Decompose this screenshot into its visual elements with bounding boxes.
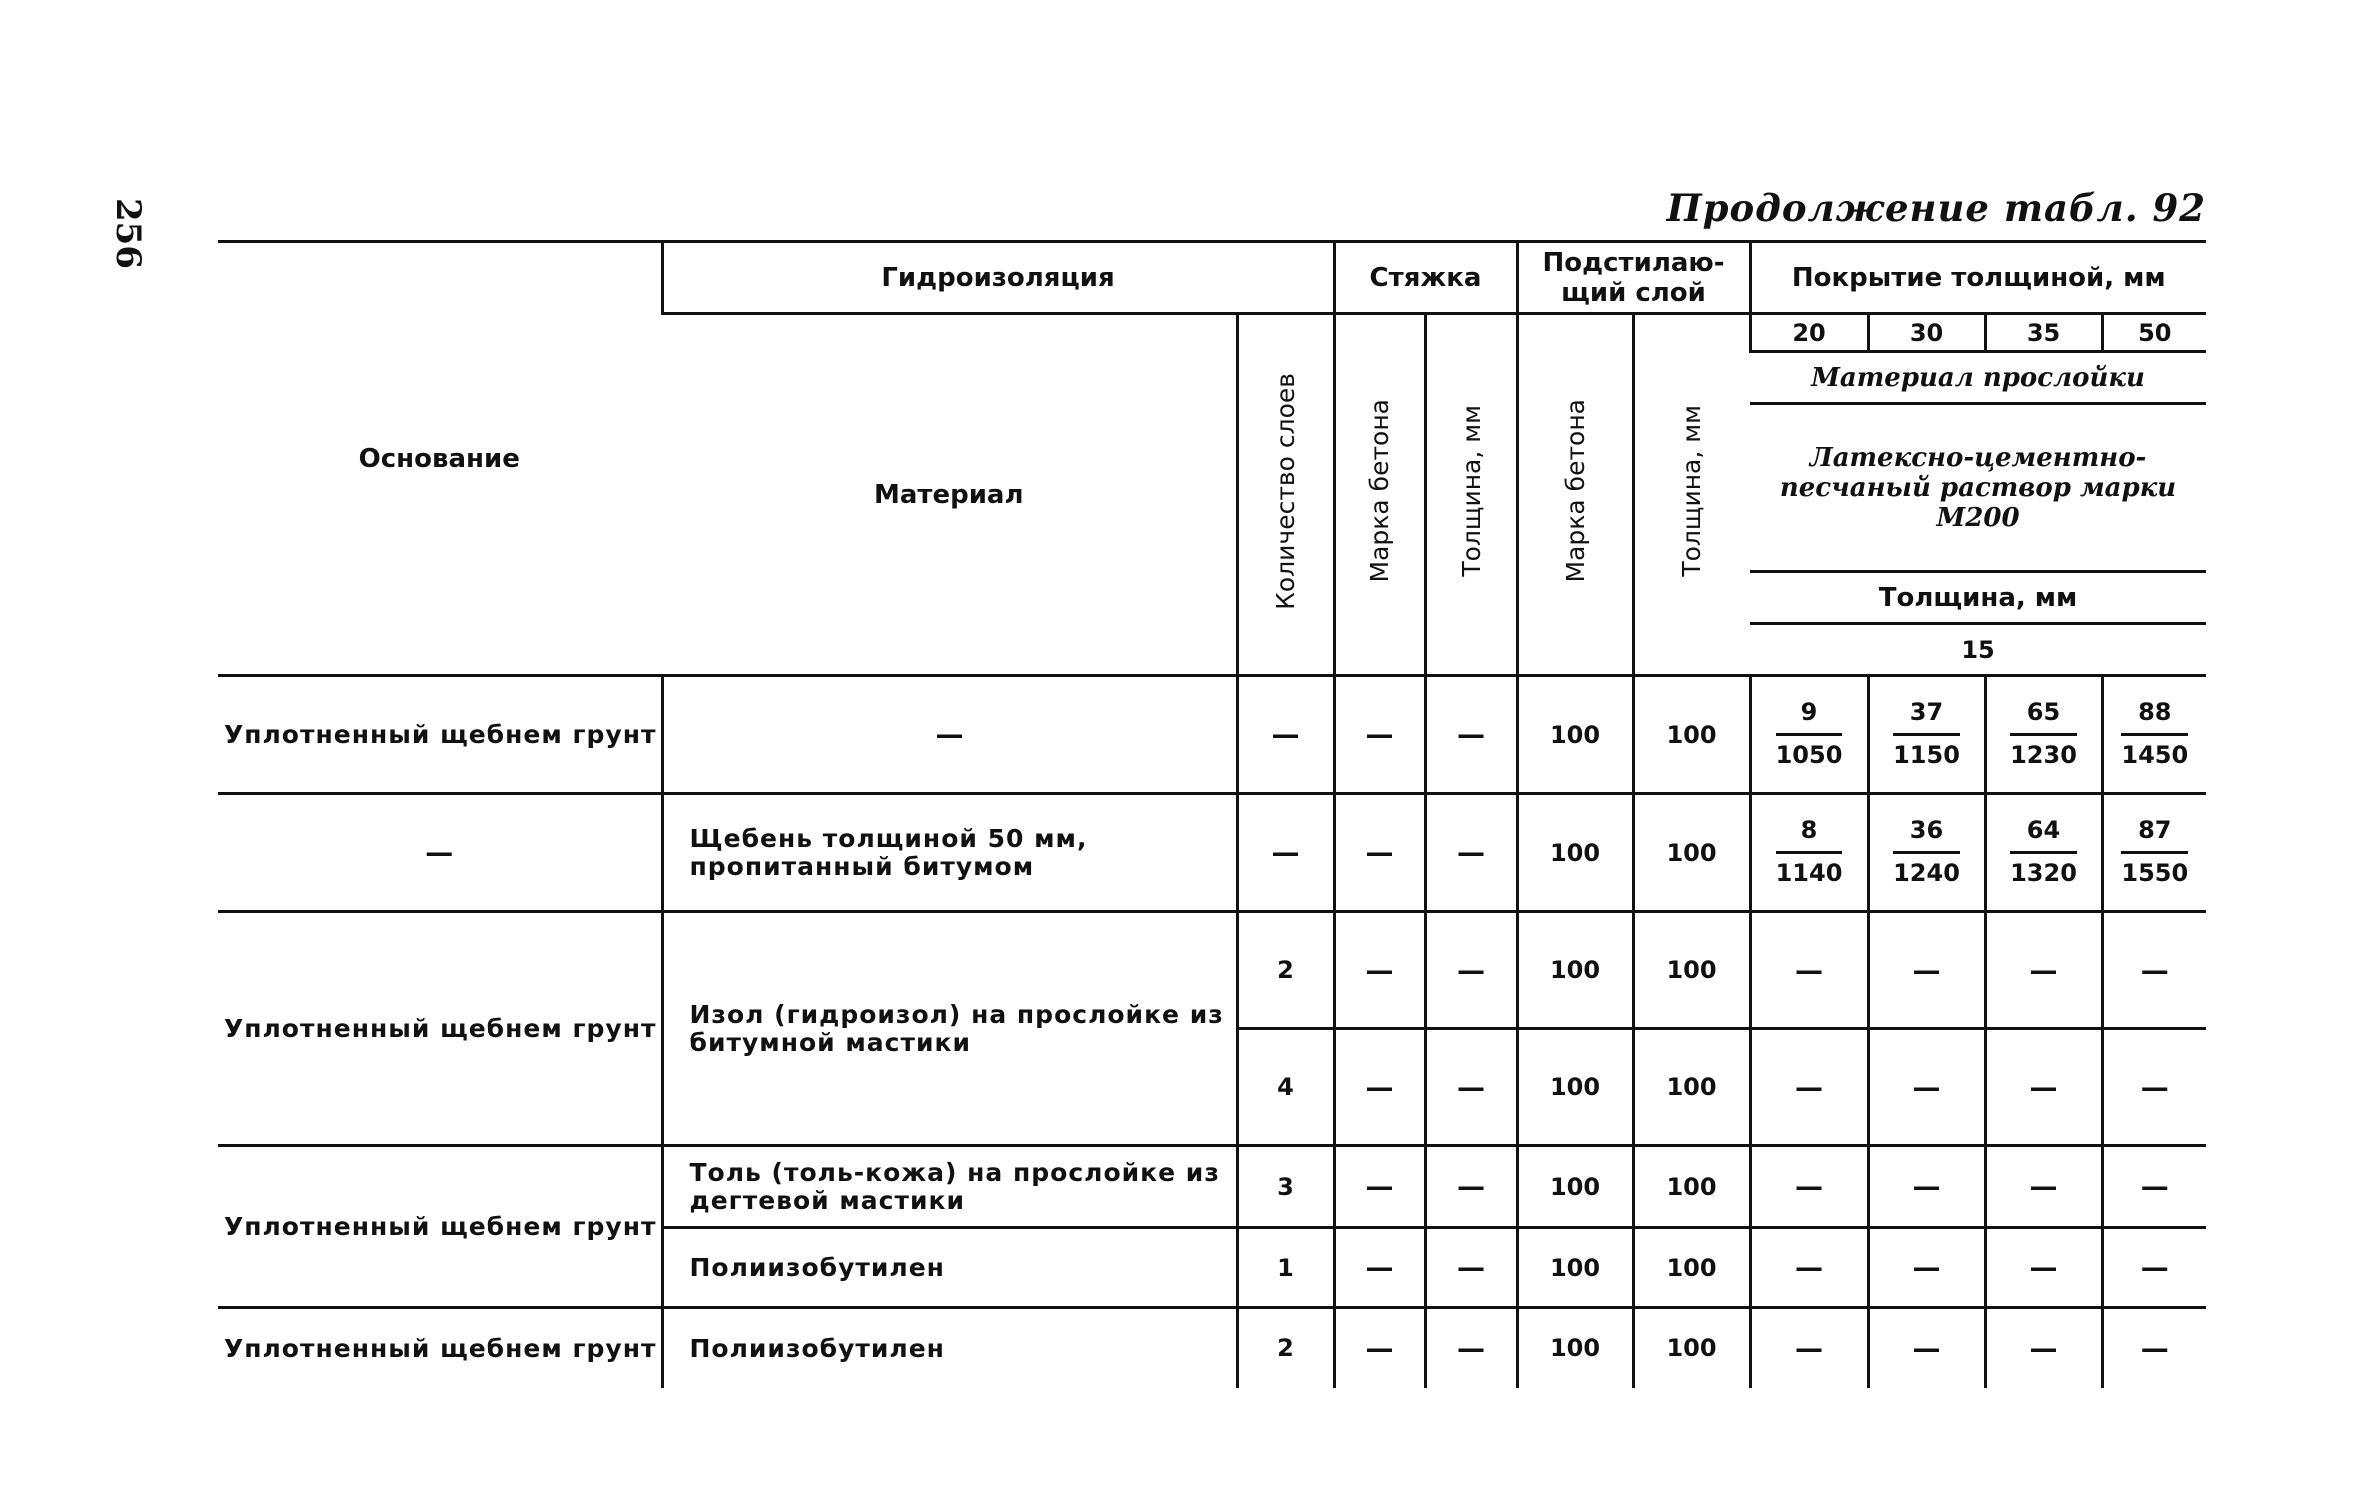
fraction-denominator: 1230 (2010, 740, 2077, 769)
fraction-numerator: 9 (1776, 699, 1843, 736)
fraction (2010, 699, 2077, 769)
row3b-layers: 4 (1237, 1029, 1334, 1146)
row3b-under-thickness: 100 (1633, 1029, 1750, 1146)
row5-material: Полиизобутилен (662, 1308, 1237, 1388)
header-waterproofing: Гидроизоляция (662, 242, 1334, 314)
row5-coating-20: — (1750, 1308, 1868, 1388)
header-underlayer-thickness (1633, 314, 1750, 676)
coating-thickness-50: 50 (2102, 314, 2206, 352)
fraction-denominator: 1550 (2121, 858, 2189, 887)
row4a-under-grade: 100 (1517, 1146, 1633, 1228)
interlayer-material-label: Материал прослойки (1750, 352, 2206, 404)
row4a-screed-grade: — (1334, 1146, 1425, 1228)
row4b-coating-30: — (1868, 1228, 1985, 1308)
table-row (218, 1146, 2206, 1228)
row1-under-grade: 100 (1517, 676, 1633, 794)
fraction-denominator: 1450 (2121, 740, 2189, 769)
row4b-under-grade: 100 (1517, 1228, 1633, 1308)
row2-under-thickness: 100 (1633, 794, 1750, 912)
header-underlayer-grade-label: Марка бетона (1560, 399, 1590, 583)
row3-material: Изол (гидроизол) на прослойке из битумной мастики (662, 912, 1237, 1146)
row3a-under-thickness: 100 (1633, 912, 1750, 1029)
row2-coating-50 (2102, 794, 2206, 912)
row3a-under-grade: 100 (1517, 912, 1633, 1029)
row4a-coating-20: — (1750, 1146, 1868, 1228)
coating-thickness-35: 35 (1985, 314, 2102, 352)
fraction (1893, 699, 1960, 769)
fraction (1776, 699, 1843, 769)
fraction-numerator: 37 (1893, 699, 1960, 736)
row5-layers: 2 (1237, 1308, 1334, 1388)
row2-coating-30 (1868, 794, 1985, 912)
row5-under-thickness: 100 (1633, 1308, 1750, 1388)
row1-coating-50 (2102, 676, 2206, 794)
fraction (1776, 817, 1843, 887)
row4a-under-thickness: 100 (1633, 1146, 1750, 1228)
row1-layers: — (1237, 676, 1334, 794)
fraction-denominator: 1150 (1893, 740, 1960, 769)
row2-coating-35 (1985, 794, 2102, 912)
row4-base: Уплотненный щебнем грунт (218, 1146, 662, 1308)
row4b-layers: 1 (1237, 1228, 1334, 1308)
row4b-material: Полиизобутилен (662, 1228, 1237, 1308)
row4b-coating-20: — (1750, 1228, 1868, 1308)
interlayer-thickness-value: 15 (1750, 624, 2206, 676)
row3-base: Уплотненный щебнем грунт (218, 912, 662, 1146)
fraction (2121, 817, 2188, 887)
fraction-numerator: 64 (2010, 817, 2077, 854)
row2-coating-20 (1750, 794, 1868, 912)
header-layers-count (1237, 314, 1334, 676)
row3b-coating-30: — (1868, 1029, 1985, 1146)
row4a-coating-35: — (1985, 1146, 2102, 1228)
coating-thickness-30: 30 (1868, 314, 1985, 352)
row3b-coating-35: — (1985, 1029, 2102, 1146)
header-underlayer-grade (1517, 314, 1633, 676)
header-screed-grade (1334, 314, 1425, 676)
header-underlayer: Подстилаю-щий слой (1517, 242, 1750, 314)
header-screed-thickness (1425, 314, 1517, 676)
fraction-numerator: 36 (1893, 817, 1960, 854)
row3a-layers: 2 (1237, 912, 1334, 1029)
row1-coating-35 (1985, 676, 2102, 794)
row3a-coating-50: — (2102, 912, 2206, 1029)
header-material: Материал (662, 314, 1237, 676)
row3a-screed-grade: — (1334, 912, 1425, 1029)
page-number: 256 (108, 198, 148, 269)
row1-screed-thickness: — (1425, 676, 1517, 794)
row1-coating-30 (1868, 676, 1985, 794)
interlayer-thickness-label: Толщина, мм (1750, 572, 2206, 624)
table-row (218, 912, 2206, 1029)
row4a-screed-thickness: — (1425, 1146, 1517, 1228)
row5-coating-35: — (1985, 1308, 2102, 1388)
row3a-coating-35: — (1985, 912, 2102, 1029)
row3a-screed-thickness: — (1425, 912, 1517, 1029)
row3b-coating-20: — (1750, 1029, 1868, 1146)
row4b-coating-50: — (2102, 1228, 2206, 1308)
row5-coating-50: — (2102, 1308, 2206, 1388)
row1-under-thickness: 100 (1633, 676, 1750, 794)
row4a-layers: 3 (1237, 1146, 1334, 1228)
coating-thickness-20: 20 (1750, 314, 1868, 352)
header-coating: Покрытие толщиной, мм (1750, 242, 2206, 314)
row2-layers: — (1237, 794, 1334, 912)
table-row (218, 794, 2206, 912)
header-screed-grade-label: Марка бетона (1365, 399, 1394, 583)
table-92 (218, 240, 2206, 1388)
row2-screed-grade: — (1334, 794, 1425, 912)
row4a-coating-30: — (1868, 1146, 1985, 1228)
fraction (1893, 817, 1960, 887)
row4b-under-thickness: 100 (1633, 1228, 1750, 1308)
row4b-screed-thickness: — (1425, 1228, 1517, 1308)
row1-screed-grade: — (1334, 676, 1425, 794)
row2-base: — (218, 794, 662, 912)
row5-screed-thickness: — (1425, 1308, 1517, 1388)
row5-under-grade: 100 (1517, 1308, 1633, 1388)
row3b-screed-thickness: — (1425, 1029, 1517, 1146)
row3a-coating-30: — (1868, 912, 1985, 1029)
fraction-denominator: 1320 (2010, 858, 2077, 887)
row5-screed-grade: — (1334, 1308, 1425, 1388)
row4b-screed-grade: — (1334, 1228, 1425, 1308)
fraction-numerator: 65 (2010, 699, 2077, 736)
fraction-denominator: 1240 (1893, 858, 1960, 887)
table-row (218, 676, 2206, 794)
fraction-denominator: 1050 (1775, 740, 1843, 769)
row1-coating-20 (1750, 676, 1868, 794)
table-continuation-title: Продолжение табл. 92 (1666, 186, 2206, 230)
row3b-coating-50: — (2102, 1029, 2206, 1146)
header-screed: Стяжка (1334, 242, 1517, 314)
header-base: Основание (218, 242, 662, 676)
row5-base: Уплотненный щебнем грунт (218, 1308, 662, 1388)
fraction-numerator: 87 (2121, 817, 2188, 854)
header-underlayer-thickness-label: Толщина, мм (1677, 405, 1707, 577)
row2-material: Щебень толщиной 50 мм, пропитанный битумом (662, 794, 1237, 912)
fraction (2010, 817, 2077, 887)
table-row (218, 1308, 2206, 1388)
row4a-coating-50: — (2102, 1146, 2206, 1228)
header-layers-count-label: Количество слоев (1271, 372, 1300, 610)
row4a-material: Толь (толь-кожа) на прослойке из дегтевой мастики (662, 1146, 1237, 1228)
row3b-under-grade: 100 (1517, 1029, 1633, 1146)
row2-under-grade: 100 (1517, 794, 1633, 912)
interlayer-material: Латексно-цементно-песчаный раствор марки М200 (1750, 404, 2206, 572)
row4b-coating-35: — (1985, 1228, 2102, 1308)
row5-coating-30: — (1868, 1308, 1985, 1388)
fraction (2121, 699, 2188, 769)
fraction-numerator: 8 (1776, 817, 1843, 854)
row1-material: — (662, 676, 1237, 794)
row2-screed-thickness: — (1425, 794, 1517, 912)
fraction-denominator: 1140 (1775, 858, 1843, 887)
header-screed-thickness-label: Толщина, мм (1456, 405, 1486, 577)
fraction-numerator: 88 (2121, 699, 2188, 736)
row3a-coating-20: — (1750, 912, 1868, 1029)
row1-base: Уплотненный щебнем грунт (218, 676, 662, 794)
row3b-screed-grade: — (1334, 1029, 1425, 1146)
